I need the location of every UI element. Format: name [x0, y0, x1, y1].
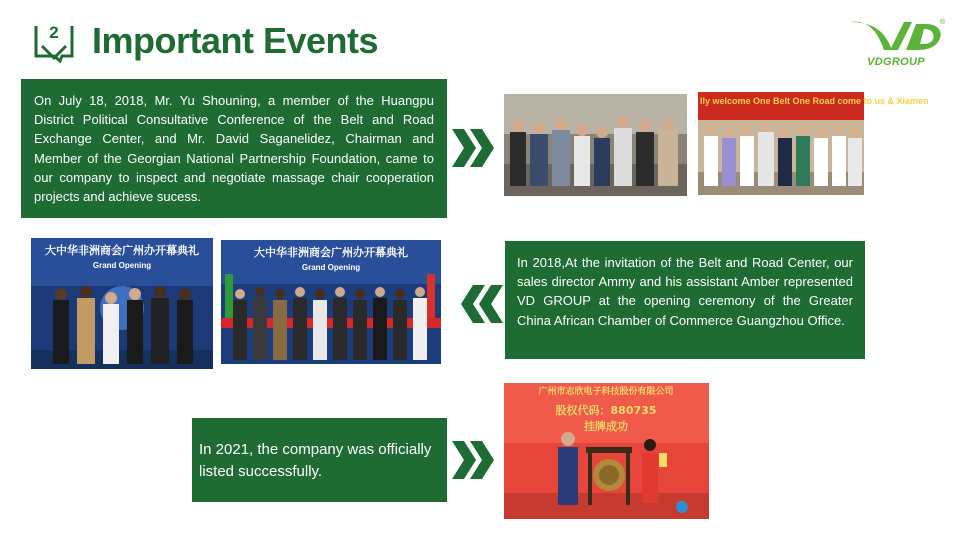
double-chevron-right-icon	[450, 127, 496, 169]
event-3-text-box	[192, 418, 447, 502]
event-1-text: On July 18, 2018, Mr. Yu Shouning, a member of the Huangpu District Political Consultative Conference of the Belt and Road Exchange Center, and Mr. David Saganelidez, Chairman and Member of the Georgian National Partnership Foundation, came to our company to inspect and negotiate massage chair cooperation projects and achieve sucess.	[34, 93, 434, 205]
company-logo	[846, 16, 946, 72]
logo-wordmark: VDGROUP	[867, 56, 925, 68]
event-1-text-box	[21, 79, 447, 218]
section-number-badge	[34, 20, 74, 62]
event-2-photo-2-banner-cn: 大中华非洲商会广州办开幕典礼	[254, 246, 408, 259]
event-2-photo-1	[31, 238, 213, 369]
event-1-photo-2-banner: lly welcome One Belt One Road come to us & Xiamen	[700, 96, 929, 106]
event-2-photo-1-banner-cn: 大中华非洲商会广州办开幕典礼	[45, 244, 199, 257]
double-chevron-right-icon	[450, 439, 496, 481]
event-2-photo-2	[221, 240, 441, 364]
page-title: Important Events	[92, 20, 379, 61]
event-2-text-box	[505, 241, 865, 359]
event-2-text: In 2018,At the invitation of the Belt and Road Center, our sales director Ammy and his assistant Amber represented VD GROUP at the opening ceremony of the Greater China African Chamber of Commerce Guangzhou Office.	[517, 255, 853, 328]
registered-mark: ®	[940, 19, 946, 26]
section-number: 2	[49, 23, 59, 42]
event-3-photo	[504, 383, 709, 519]
event-3-text: In 2021, the company was officially listed successfully.	[199, 441, 432, 480]
event-3-photo-code-line: 股权代码：880735	[555, 404, 657, 417]
event-2-photo-1-banner-en: Grand Opening	[92, 261, 152, 270]
event-1-photo-1	[504, 94, 687, 196]
event-2-photo-2-banner-en: Grand Opening	[301, 263, 361, 272]
event-3-photo-success-line: 挂牌成功	[584, 420, 628, 433]
double-chevron-left-icon	[459, 283, 505, 325]
event-3-photo-banner-cn: 广州市志欣电子科技股份有限公司	[538, 387, 674, 397]
event-1-photo-2	[698, 92, 929, 195]
